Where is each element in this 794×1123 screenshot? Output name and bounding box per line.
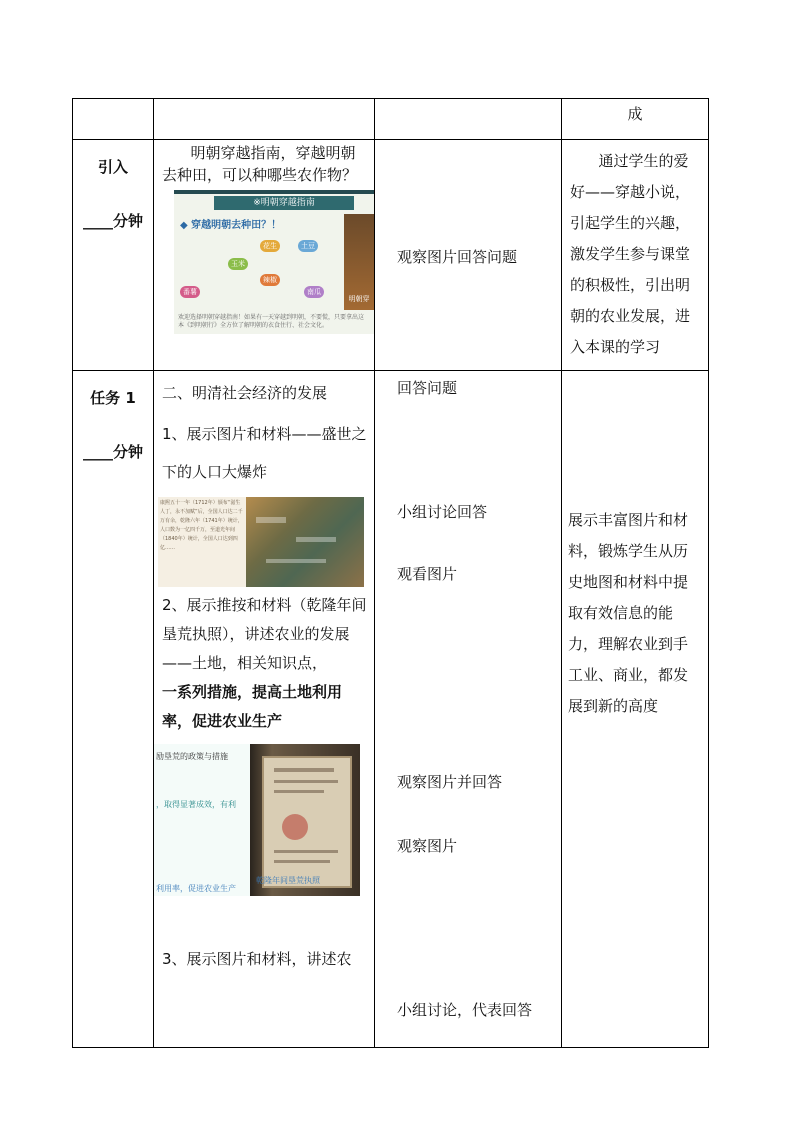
poster-title: ※明朝穿越指南 [214,196,354,210]
task1-item1: 1、展示图片和材料——盛世之下的人口大爆炸 [162,425,367,481]
poster-subtitle: ◆ 穿越明朝去种田？！ [180,220,282,231]
license-text-3: 利用率，促进农业生产 [156,884,236,893]
poster-chip-4: 辣椒 [260,274,280,286]
poster-book-title: 明朝穿 [348,295,370,303]
intro-content-text: 明朝穿越指南，穿越明朝去种田，可以种哪些农作物？ [162,144,358,184]
lesson-plan-table [72,98,709,1048]
task1-intent: 展示丰富图片和材料，锻炼学生从历史地图和材料中提取有效信息的能力，理解农业到手工业、商业，都发展到新的高度 [568,511,689,715]
task1-content-cell [154,371,375,1048]
header-cell-3 [375,99,562,140]
license-stamp [282,814,308,840]
task1-activity-4: 观察图片并回答 [397,773,503,791]
header-cell-4 [562,99,709,140]
header-cell-1 [73,99,154,140]
population-image [158,497,364,587]
task1-row [73,371,709,1048]
task1-item3: 3、展示图片和材料，讲述农 [162,950,352,968]
task1-label: 任务 1 [90,389,136,407]
task1-intent-cell [562,371,709,1048]
task1-activity-5: 观察图片 [397,837,458,855]
poster-book [344,214,374,310]
task1-activity-2: 小组讨论回答 [397,503,488,521]
task1-activity-cell [375,371,562,1048]
intro-activity: 观察图片回答问题 [397,247,518,266]
task1-item2-bold: 一系列措施，提高土地利用率，促进农业生产 [162,683,343,730]
task1-activity-6: 小组讨论，代表回答 [397,1001,533,1019]
poster-chip-3: 番薯 [180,286,200,298]
task1-heading: 二、明清社会经济的发展 [162,384,328,402]
task1-activity-3: 观看图片 [397,565,458,583]
task1-activity-1: 回答问题 [397,379,458,397]
poster-footer: 欢迎选择明朝穿越指南！如果有一天穿越到明朝，不要慌，只要拿出这本《到明朝行》全方位了解明朝的衣食住行、社会文化。 [178,314,365,329]
header-row [73,99,709,140]
poster-image [174,190,374,334]
poster-chip-1: 花生 [260,240,280,252]
population-image-text: 康熙五十一年（1712年）颁布“滋生人丁，永不加赋”后，全国人口达二千万有余，乾隆六年（1741年）统计，人口数为一亿四千万，至道光年间（1840年）统计，全国人口达到四亿…… [158,497,246,587]
license-text-1: 励垦荒的政策与措施 [156,752,228,761]
task1-duration: ____分钟 [82,443,143,461]
license-image-photo [250,744,360,896]
license-image-panel [154,744,250,896]
poster-chip-5: 土豆 [298,240,318,252]
header-cell-2 [154,99,375,140]
header-cell-4-text: 成 [627,105,643,123]
license-text-2: ，取得显著成效，有利 [156,800,236,809]
intro-label: 引入 [97,158,128,176]
population-image-scene [246,497,364,587]
task1-label-cell [73,371,154,1048]
intro-content-cell [154,140,375,371]
intro-duration: ____分钟 [82,212,143,230]
intro-label-cell [73,140,154,371]
intro-row [73,140,709,371]
poster-chip-2: 玉米 [228,258,248,270]
license-image [154,744,360,896]
task1-item2: 2、展示推按和材料（乾隆年间垦荒执照），讲述农业的发展——土地，相关知识点， [162,596,367,672]
intro-intent-cell [562,140,709,371]
poster-chip-6: 南瓜 [304,286,324,298]
intro-intent: 通过学生的爱好——穿越小说，引起学生的兴趣，激发学生参与课堂的积极性，引出明朝的农业发展，进入本课的学习 [570,152,691,356]
intro-activity-cell [375,140,562,371]
license-caption: 乾隆年间垦荒执照 [256,876,320,885]
